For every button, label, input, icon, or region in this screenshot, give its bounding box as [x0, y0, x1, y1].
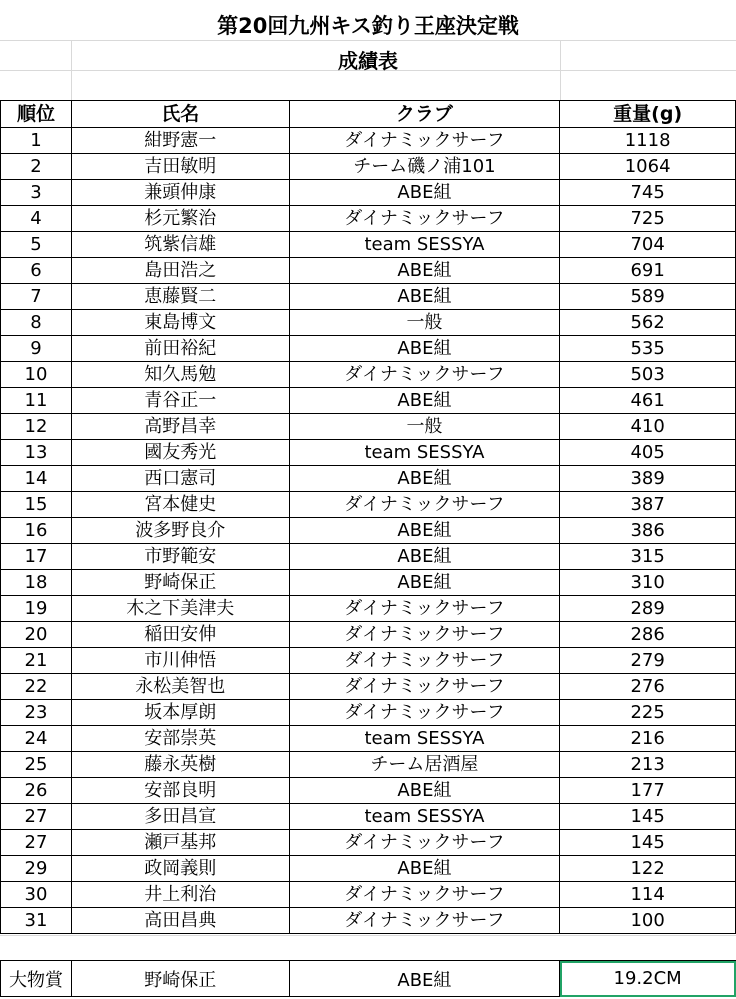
rank-cell[interactable]: 31 [1, 908, 72, 934]
table-row [1, 778, 736, 804]
name-cell[interactable]: 高野昌幸 [71, 414, 289, 440]
name-cell[interactable]: 安部崇英 [71, 726, 289, 752]
rank-cell[interactable]: 19 [1, 596, 72, 622]
weight-cell[interactable]: 691 [560, 258, 736, 284]
club-cell[interactable]: ABE組 [289, 284, 560, 310]
weight-cell[interactable]: 386 [560, 518, 736, 544]
results-body [1, 128, 736, 934]
name-cell[interactable]: 西口憲司 [71, 466, 289, 492]
table-row [1, 388, 736, 414]
rank-cell[interactable]: 2 [1, 154, 72, 180]
table-row [1, 830, 736, 856]
results-table [0, 100, 736, 934]
table-row [1, 154, 736, 180]
table-row [1, 622, 736, 648]
rank-cell[interactable]: 26 [1, 778, 72, 804]
club-cell[interactable]: ABE組 [289, 778, 560, 804]
name-cell[interactable]: 波多野良介 [71, 518, 289, 544]
rank-cell[interactable]: 30 [1, 882, 72, 908]
header-row [1, 101, 736, 128]
name-cell[interactable]: 紺野憲一 [71, 128, 289, 154]
weight-cell[interactable]: 213 [560, 752, 736, 778]
name-cell[interactable]: 木之下美津夫 [71, 596, 289, 622]
table-row [1, 128, 736, 154]
name-cell[interactable]: 兼頭伸康 [71, 180, 289, 206]
club-cell[interactable]: 一般 [289, 414, 560, 440]
club-cell[interactable]: ダイナミックサーフ [289, 492, 560, 518]
club-cell[interactable]: ABE組 [289, 388, 560, 414]
name-cell[interactable]: 坂本厚朗 [71, 700, 289, 726]
name-cell[interactable]: 吉田敏明 [71, 154, 289, 180]
table-row [1, 856, 736, 882]
name-cell[interactable]: 杉元繁治 [71, 206, 289, 232]
table-row [1, 726, 736, 752]
table-row [1, 700, 736, 726]
name-cell[interactable]: 藤永英樹 [71, 752, 289, 778]
weight-cell[interactable]: 535 [560, 336, 736, 362]
name-cell[interactable]: 知久馬勉 [71, 362, 289, 388]
weight-cell[interactable]: 387 [560, 492, 736, 518]
award-label[interactable]: 大物賞 [1, 961, 72, 997]
club-cell[interactable]: ダイナミックサーフ [289, 908, 560, 934]
rank-cell[interactable]: 14 [1, 466, 72, 492]
weight-cell[interactable]: 145 [560, 830, 736, 856]
rank-cell[interactable]: 1 [1, 128, 72, 154]
header-name[interactable]: 氏名 [71, 101, 289, 128]
header-weight[interactable]: 重量(g) [560, 101, 736, 128]
weight-cell[interactable]: 100 [560, 908, 736, 934]
weight-cell[interactable]: 589 [560, 284, 736, 310]
rank-cell[interactable]: 20 [1, 622, 72, 648]
club-cell[interactable]: ダイナミックサーフ [289, 700, 560, 726]
table-row [1, 284, 736, 310]
weight-cell[interactable]: 503 [560, 362, 736, 388]
table-row [1, 882, 736, 908]
header-rank[interactable]: 順位 [1, 101, 72, 128]
name-cell[interactable]: 宮本健史 [71, 492, 289, 518]
table-row [1, 492, 736, 518]
header-club[interactable]: クラブ [289, 101, 560, 128]
rank-cell[interactable]: 17 [1, 544, 72, 570]
weight-cell[interactable]: 310 [560, 570, 736, 596]
rank-cell[interactable]: 27 [1, 830, 72, 856]
weight-cell[interactable]: 279 [560, 648, 736, 674]
club-cell[interactable]: 一般 [289, 310, 560, 336]
table-row [1, 674, 736, 700]
club-cell[interactable]: ダイナミックサーフ [289, 830, 560, 856]
sheet-subtitle: 成績表 [338, 49, 398, 73]
club-cell[interactable]: team SESSYA [289, 804, 560, 830]
rank-cell[interactable]: 9 [1, 336, 72, 362]
name-cell[interactable]: 東島博文 [71, 310, 289, 336]
name-cell[interactable]: 筑紫信雄 [71, 232, 289, 258]
club-cell[interactable]: ABE組 [289, 544, 560, 570]
rank-cell[interactable]: 22 [1, 674, 72, 700]
weight-cell[interactable]: 145 [560, 804, 736, 830]
weight-cell[interactable]: 562 [560, 310, 736, 336]
name-cell[interactable]: 國友秀光 [71, 440, 289, 466]
name-cell[interactable]: 瀬戸基邦 [71, 830, 289, 856]
table-row [1, 466, 736, 492]
club-cell[interactable]: ダイナミックサーフ [289, 622, 560, 648]
rank-cell[interactable]: 8 [1, 310, 72, 336]
rank-cell[interactable]: 16 [1, 518, 72, 544]
name-cell[interactable]: 永松美智也 [71, 674, 289, 700]
club-cell[interactable]: ダイナミックサーフ [289, 128, 560, 154]
name-cell[interactable]: 野崎保正 [71, 570, 289, 596]
weight-cell[interactable]: 389 [560, 466, 736, 492]
club-cell[interactable]: ダイナミックサーフ [289, 206, 560, 232]
name-cell[interactable]: 市川伸悟 [71, 648, 289, 674]
table-row [1, 544, 736, 570]
table-row [1, 908, 736, 934]
rank-cell[interactable]: 4 [1, 206, 72, 232]
rank-cell[interactable]: 5 [1, 232, 72, 258]
weight-cell[interactable]: 1064 [560, 154, 736, 180]
table-row [1, 310, 736, 336]
name-cell[interactable]: 高田昌典 [71, 908, 289, 934]
weight-cell[interactable]: 315 [560, 544, 736, 570]
club-cell[interactable]: チーム居酒屋 [289, 752, 560, 778]
rank-cell[interactable]: 27 [1, 804, 72, 830]
club-cell[interactable]: team SESSYA [289, 440, 560, 466]
rank-cell[interactable]: 12 [1, 414, 72, 440]
rank-cell[interactable]: 13 [1, 440, 72, 466]
award-club[interactable]: ABE組 [289, 961, 560, 997]
club-cell[interactable]: team SESSYA [289, 726, 560, 752]
name-cell[interactable]: 政岡義則 [71, 856, 289, 882]
gridline [0, 40, 736, 41]
table-row [1, 258, 736, 284]
name-cell[interactable]: 多田昌宣 [71, 804, 289, 830]
club-cell[interactable]: ダイナミックサーフ [289, 882, 560, 908]
rank-cell[interactable]: 7 [1, 284, 72, 310]
table-row [1, 570, 736, 596]
rank-cell[interactable]: 29 [1, 856, 72, 882]
club-cell[interactable]: ABE組 [289, 518, 560, 544]
name-cell[interactable]: 青谷正一 [71, 388, 289, 414]
weight-cell[interactable]: 745 [560, 180, 736, 206]
club-cell[interactable]: ダイナミックサーフ [289, 648, 560, 674]
weight-cell[interactable]: 289 [560, 596, 736, 622]
name-cell[interactable]: 井上利治 [71, 882, 289, 908]
gridline [0, 935, 736, 936]
name-cell[interactable]: 稲田安伸 [71, 622, 289, 648]
name-cell[interactable]: 島田浩之 [71, 258, 289, 284]
rank-cell[interactable]: 25 [1, 752, 72, 778]
weight-cell[interactable]: 216 [560, 726, 736, 752]
club-cell[interactable]: ABE組 [289, 466, 560, 492]
rank-cell[interactable]: 3 [1, 180, 72, 206]
table-row [1, 518, 736, 544]
club-cell[interactable]: ABE組 [289, 570, 560, 596]
sheet-title: 第20回九州キス釣り王座決定戦 [217, 14, 519, 38]
club-cell[interactable]: ダイナミックサーフ [289, 362, 560, 388]
table-row [1, 648, 736, 674]
table-row [1, 804, 736, 830]
weight-cell[interactable]: 122 [560, 856, 736, 882]
rank-cell[interactable]: 15 [1, 492, 72, 518]
weight-cell[interactable]: 286 [560, 622, 736, 648]
club-cell[interactable]: ABE組 [289, 258, 560, 284]
table-row [1, 440, 736, 466]
table-row [1, 596, 736, 622]
name-cell[interactable]: 前田裕紀 [71, 336, 289, 362]
weight-cell[interactable]: 461 [560, 388, 736, 414]
table-row [1, 336, 736, 362]
club-cell[interactable]: team SESSYA [289, 232, 560, 258]
table-row [1, 180, 736, 206]
award-row [1, 961, 736, 997]
award-name[interactable]: 野崎保正 [71, 961, 289, 997]
name-cell[interactable]: 恵藤賢二 [71, 284, 289, 310]
weight-cell[interactable]: 410 [560, 414, 736, 440]
weight-cell[interactable]: 405 [560, 440, 736, 466]
weight-cell[interactable]: 114 [560, 882, 736, 908]
club-cell[interactable]: ABE組 [289, 180, 560, 206]
weight-cell[interactable]: 1118 [560, 128, 736, 154]
club-cell[interactable]: ABE組 [289, 856, 560, 882]
award-size[interactable]: 19.2CM [560, 961, 736, 997]
rank-cell[interactable]: 21 [1, 648, 72, 674]
weight-cell[interactable]: 704 [560, 232, 736, 258]
rank-cell[interactable]: 11 [1, 388, 72, 414]
rank-cell[interactable]: 6 [1, 258, 72, 284]
table-row [1, 232, 736, 258]
name-cell[interactable]: 市野範安 [71, 544, 289, 570]
rank-cell[interactable]: 24 [1, 726, 72, 752]
weight-cell[interactable]: 177 [560, 778, 736, 804]
club-cell[interactable]: チーム磯ノ浦101 [289, 154, 560, 180]
award-table [0, 960, 736, 997]
table-row [1, 206, 736, 232]
rank-cell[interactable]: 10 [1, 362, 72, 388]
club-cell[interactable]: ダイナミックサーフ [289, 674, 560, 700]
weight-cell[interactable]: 225 [560, 700, 736, 726]
weight-cell[interactable]: 725 [560, 206, 736, 232]
table-row [1, 752, 736, 778]
table-row [1, 414, 736, 440]
name-cell[interactable]: 安部良明 [71, 778, 289, 804]
table-row [1, 362, 736, 388]
weight-cell[interactable]: 276 [560, 674, 736, 700]
rank-cell[interactable]: 18 [1, 570, 72, 596]
club-cell[interactable]: ABE組 [289, 336, 560, 362]
club-cell[interactable]: ダイナミックサーフ [289, 596, 560, 622]
rank-cell[interactable]: 23 [1, 700, 72, 726]
